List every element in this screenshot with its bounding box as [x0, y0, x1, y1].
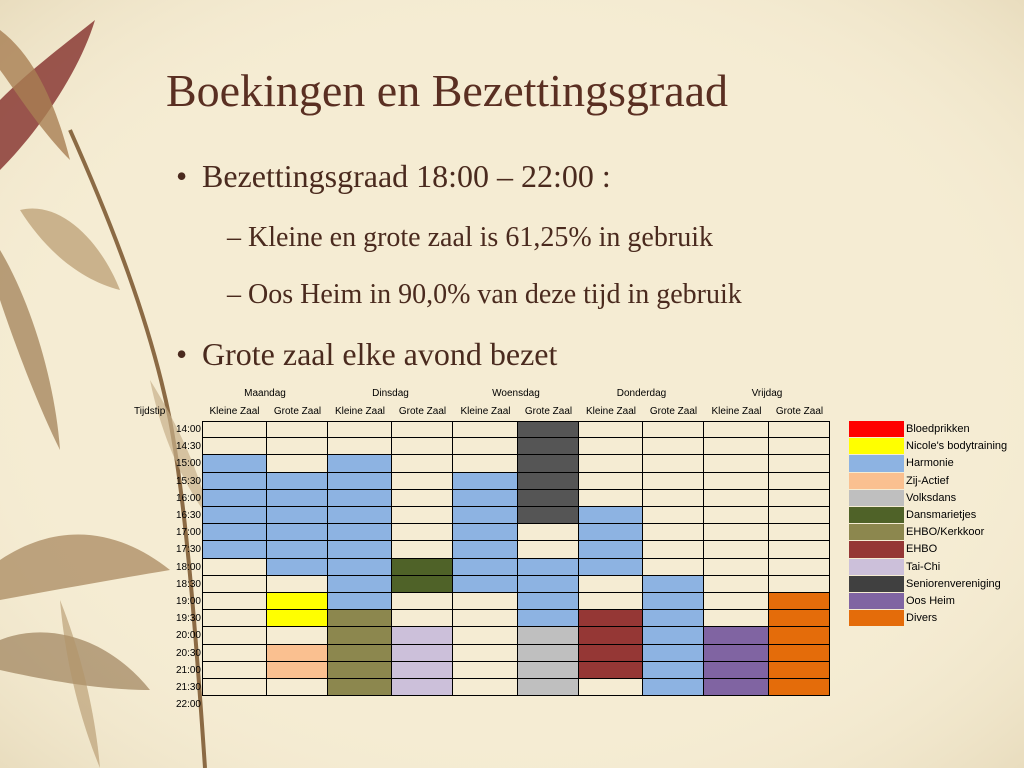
bullet-text: Bezettingsgraad 18:00 – 22:00 :: [202, 158, 611, 194]
schedule-cell: [267, 679, 328, 696]
schedule-cell: [704, 645, 769, 662]
schedule-cell: [579, 421, 643, 438]
schedule-cell: [202, 507, 267, 524]
schedule-cell: [643, 559, 704, 576]
schedule-cell: [392, 593, 453, 610]
time-label: 19:00: [175, 596, 201, 607]
schedule-cell: [643, 610, 704, 627]
room-header: Grote Zaal: [273, 406, 322, 417]
legend-label: Bloedprikken: [906, 423, 970, 435]
schedule-cell: [518, 455, 579, 472]
schedule-cell: [704, 455, 769, 472]
schedule-cell: [267, 473, 328, 490]
time-label: 21:30: [175, 682, 201, 693]
legend-swatch: [849, 524, 904, 541]
schedule-cell: [769, 593, 830, 610]
schedule-cell: [202, 473, 267, 490]
schedule-cell: [267, 455, 328, 472]
day-header: Donderdag: [616, 388, 667, 399]
schedule-cell: [453, 662, 518, 679]
schedule-cell: [328, 645, 392, 662]
sub-bullet-item: – Kleine en grote zaal is 61,25% in gebruik: [227, 222, 713, 253]
schedule-cell: [453, 576, 518, 593]
schedule-cell: [202, 662, 267, 679]
schedule-cell: [769, 541, 830, 558]
legend-swatch: [849, 610, 904, 627]
schedule-cell: [392, 610, 453, 627]
schedule-cell: [579, 559, 643, 576]
room-header: Kleine Zaal: [334, 406, 386, 417]
schedule-cell: [579, 627, 643, 644]
schedule-cell: [392, 627, 453, 644]
legend-label: Oos Heim: [906, 595, 955, 607]
schedule-cell: [643, 438, 704, 455]
schedule-cell: [643, 679, 704, 696]
time-label: 18:00: [175, 561, 201, 573]
schedule-cell: [267, 490, 328, 507]
room-header: Grote Zaal: [775, 406, 824, 417]
schedule-cell: [704, 627, 769, 644]
legend-swatch: [849, 438, 904, 455]
schedule-cell: [579, 593, 643, 610]
schedule-cell: [267, 541, 328, 558]
schedule-cell: [643, 455, 704, 472]
schedule-cell: [704, 541, 769, 558]
schedule-cell: [453, 507, 518, 524]
legend-label: Nicole's bodytraining: [906, 440, 1008, 453]
schedule-cell: [769, 438, 830, 455]
schedule-cell: [579, 576, 643, 593]
schedule-cell: [392, 507, 453, 524]
schedule-cell: [704, 421, 769, 438]
schedule-cell: [453, 455, 518, 472]
time-label: 15:30: [175, 475, 201, 487]
schedule-cell: [392, 473, 453, 490]
legend-label: Volksdans: [906, 491, 957, 504]
schedule-cell: [704, 610, 769, 627]
time-label: 19:30: [175, 613, 201, 625]
schedule-cell: [202, 524, 267, 541]
schedule-cell: [518, 576, 579, 593]
day-header: Vrijdag: [751, 388, 783, 399]
time-label: 17:00: [175, 527, 201, 539]
schedule-cell: [579, 473, 643, 490]
time-label: 15:00: [175, 458, 201, 470]
schedule-cell: [518, 679, 579, 696]
time-label: 21:00: [175, 664, 201, 676]
schedule-cell: [518, 421, 579, 438]
schedule-cell: [453, 541, 518, 558]
bullet-dot: •: [176, 336, 188, 372]
schedule-cell: [392, 438, 453, 455]
schedule-cell: [643, 662, 704, 679]
legend-swatch: [849, 421, 904, 438]
schedule-cell: [518, 524, 579, 541]
schedule-cell: [579, 541, 643, 558]
schedule-cell: [704, 490, 769, 507]
schedule-cell: [392, 559, 453, 576]
sub-bullet-item: – Oos Heim in 90,0% van deze tijd in gebruik: [227, 279, 742, 310]
schedule-cell: [202, 455, 267, 472]
schedule-cell: [518, 662, 579, 679]
schedule-cell: [392, 645, 453, 662]
room-header: Kleine Zaal: [460, 406, 511, 417]
schedule-cell: [267, 627, 328, 644]
room-header: Kleine Zaal: [585, 406, 637, 417]
schedule-cell: [328, 490, 392, 507]
schedule-cell: [518, 627, 579, 644]
legend-label: Zij-Actief: [906, 474, 949, 487]
schedule-cell: [579, 662, 643, 679]
time-label: 17:30: [175, 544, 201, 556]
schedule-cell: [643, 541, 704, 558]
schedule-cell: [704, 662, 769, 679]
schedule-cell: [769, 576, 830, 593]
legend-label: Seniorenvereniging: [906, 577, 1001, 590]
schedule-cell: [769, 610, 830, 627]
schedule-cell: [328, 679, 392, 696]
schedule-cell: [328, 473, 392, 490]
schedule-cell: [267, 438, 328, 455]
time-label: 18:30: [175, 578, 201, 590]
schedule-cell: [579, 524, 643, 541]
room-header: Grote Zaal: [524, 406, 573, 417]
schedule-cell: [643, 627, 704, 644]
schedule-cell: [267, 421, 328, 438]
schedule-cell: [579, 645, 643, 662]
schedule-cell: [453, 524, 518, 541]
schedule-cell: [202, 490, 267, 507]
schedule-cell: [267, 662, 328, 679]
schedule-cell: [769, 455, 830, 472]
bullet-item: [176, 336, 557, 373]
bullet-text: Grote zaal elke avond bezet: [202, 336, 558, 372]
row-header-label: Tijdstip: [134, 406, 166, 417]
schedule-cell: [392, 576, 453, 593]
schedule-cell: [328, 559, 392, 576]
schedule-cell: [704, 524, 769, 541]
legend-swatch: [849, 593, 904, 610]
legend-label: Tai-Chi: [906, 560, 941, 573]
legend-swatch: [849, 490, 904, 507]
legend-swatch: [849, 455, 904, 472]
legend-label: EHBO/Kerkkoor: [906, 526, 985, 539]
schedule-cell: [704, 679, 769, 696]
legend-label: Dansmarietjes: [906, 509, 977, 521]
day-header: Maandag: [244, 388, 286, 399]
schedule-cell: [704, 473, 769, 490]
time-label: 14:00: [175, 424, 201, 435]
schedule-cell: [202, 438, 267, 455]
time-label: 16:30: [175, 510, 201, 521]
schedule-cell: [453, 627, 518, 644]
legend-swatch: [849, 559, 904, 576]
schedule-cell: [453, 679, 518, 696]
time-label: 22:00: [175, 699, 201, 711]
schedule-cell: [769, 507, 830, 524]
schedule-cell: [328, 438, 392, 455]
schedule-cell: [643, 507, 704, 524]
room-header: Grote Zaal: [649, 406, 698, 417]
schedule-cell: [328, 662, 392, 679]
schedule-cell: [643, 645, 704, 662]
schedule-cell: [518, 507, 579, 524]
schedule-cell: [392, 490, 453, 507]
schedule-cell: [704, 507, 769, 524]
schedule-cell: [453, 610, 518, 627]
schedule-cell: [518, 473, 579, 490]
schedule-cell: [518, 490, 579, 507]
schedule-cell: [328, 610, 392, 627]
schedule-cell: [643, 421, 704, 438]
schedule-cell: [453, 421, 518, 438]
schedule-cell: [518, 610, 579, 627]
schedule-cell: [328, 541, 392, 558]
day-header: Dinsdag: [372, 388, 409, 399]
schedule-cell: [392, 421, 453, 438]
schedule-cell: [643, 576, 704, 593]
schedule-cell: [704, 559, 769, 576]
schedule-cell: [202, 559, 267, 576]
schedule-cell: [392, 662, 453, 679]
schedule-cell: [453, 490, 518, 507]
schedule-cell: [202, 610, 267, 627]
schedule-cell: [643, 593, 704, 610]
schedule-cell: [328, 593, 392, 610]
schedule-cell: [453, 559, 518, 576]
schedule-cell: [704, 438, 769, 455]
time-label: 20:00: [175, 630, 201, 642]
slide-title: Boekingen en Bezettingsgraad: [166, 65, 729, 116]
schedule-cell: [769, 645, 830, 662]
schedule-cell: [769, 559, 830, 576]
schedule-cell: [518, 559, 579, 576]
schedule-cell: [704, 576, 769, 593]
schedule-cell: [392, 541, 453, 558]
time-label: 20:30: [175, 647, 201, 659]
schedule-cell: [453, 593, 518, 610]
schedule-cell: [202, 645, 267, 662]
schedule-cell: [453, 438, 518, 455]
schedule-cell: [518, 438, 579, 455]
schedule-cell: [202, 593, 267, 610]
day-header: Woensdag: [492, 388, 540, 399]
schedule-cell: [769, 490, 830, 507]
legend-swatch: [849, 473, 904, 490]
schedule-cell: [518, 541, 579, 558]
schedule-cell: [328, 576, 392, 593]
schedule-cell: [328, 455, 392, 472]
schedule-cell: [579, 438, 643, 455]
schedule-cell: [579, 610, 643, 627]
schedule-cell: [202, 421, 267, 438]
schedule-cell: [769, 679, 830, 696]
schedule-cell: [267, 610, 328, 627]
schedule-cell: [267, 507, 328, 524]
schedule-cell: [202, 679, 267, 696]
schedule-cell: [769, 524, 830, 541]
schedule-cell: [267, 524, 328, 541]
schedule-cell: [769, 662, 830, 679]
schedule-cell: [769, 627, 830, 644]
schedule-cell: [453, 645, 518, 662]
time-label: 16:00: [175, 492, 201, 504]
schedule-cell: [328, 421, 392, 438]
schedule-cell: [392, 679, 453, 696]
schedule-cell: [267, 559, 328, 576]
schedule-cell: [704, 593, 769, 610]
schedule-cell: [579, 455, 643, 472]
schedule-cell: [769, 421, 830, 438]
schedule-cell: [643, 490, 704, 507]
schedule-cell: [579, 490, 643, 507]
schedule-cell: [328, 627, 392, 644]
time-label: 14:30: [175, 441, 201, 453]
schedule-cell: [518, 645, 579, 662]
schedule-cell: [643, 473, 704, 490]
schedule-cell: [328, 524, 392, 541]
legend-label: EHBO: [906, 543, 938, 556]
schedule-cell: [328, 507, 392, 524]
schedule-cell: [643, 524, 704, 541]
schedule-cell: [202, 627, 267, 644]
schedule-cell: [518, 593, 579, 610]
legend-label: Harmonie: [906, 457, 954, 470]
legend-swatch: [849, 507, 904, 524]
room-header: Grote Zaal: [398, 406, 447, 417]
schedule-cell: [202, 541, 267, 558]
bullet-dot: •: [176, 158, 188, 194]
schedule-cell: [579, 679, 643, 696]
schedule-cell: [769, 473, 830, 490]
legend-swatch: [849, 576, 904, 593]
schedule-cell: [392, 524, 453, 541]
bullet-item: [176, 158, 611, 195]
legend-label: Divers: [906, 612, 938, 625]
schedule-cell: [267, 645, 328, 662]
schedule-cell: [267, 593, 328, 610]
schedule-cell: [267, 576, 328, 593]
room-header: Kleine Zaal: [711, 406, 762, 417]
schedule-cell: [392, 455, 453, 472]
schedule-cell: [202, 576, 267, 593]
room-header: Kleine Zaal: [209, 406, 260, 417]
schedule-cell: [579, 507, 643, 524]
legend-swatch: [849, 541, 904, 558]
schedule-cell: [453, 473, 518, 490]
